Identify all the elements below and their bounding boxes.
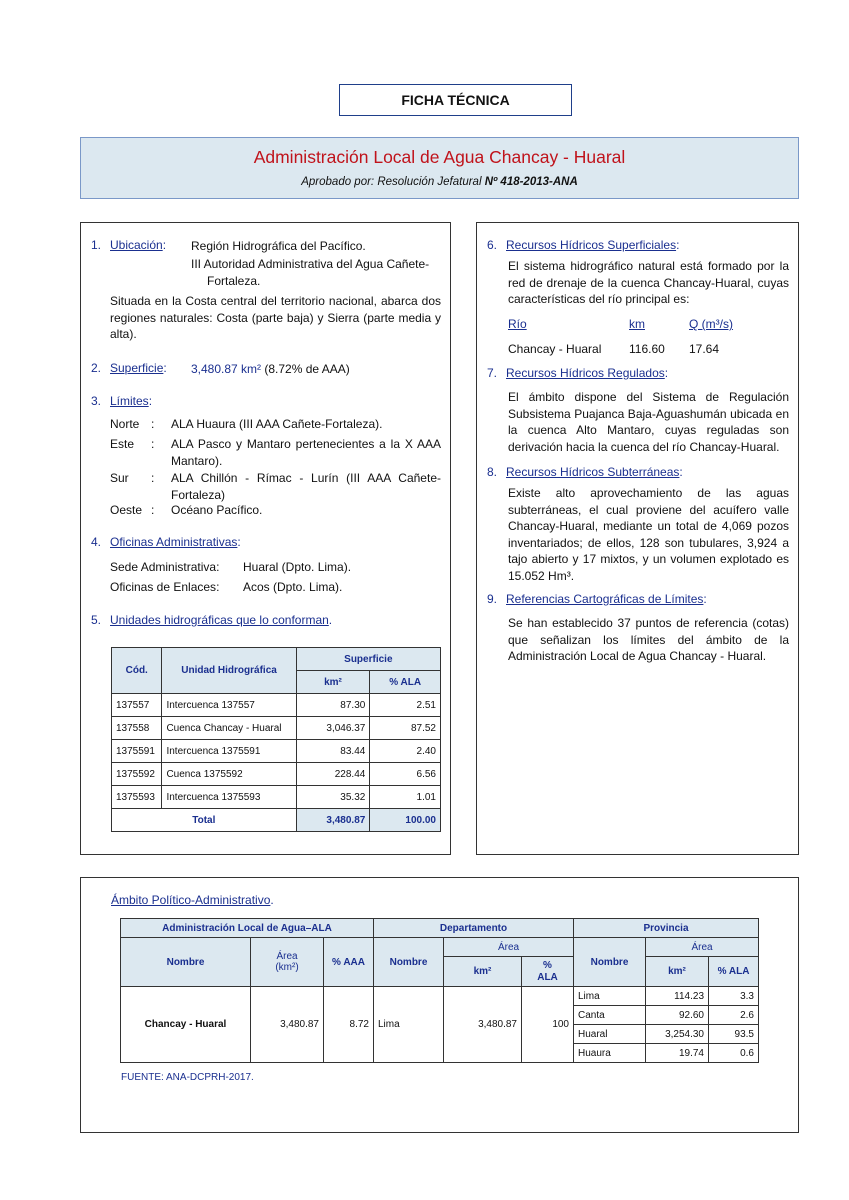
section-number: 5. <box>91 613 102 627</box>
superficie-km: 3,480.87 km² <box>191 362 262 376</box>
limite-oeste-dir: Oeste <box>110 503 143 517</box>
subterraneas-para: Existe alto aprovechamiento de las aguas subterráneas, el cual proviene del acuífero valle Chancay-Huaral, mediante un total de 4,069 pozos inventariados; de ellos, 128 son tubulares, 3,924 a tajo abierto y 17 mixtos, y un volumen explotado es 15.052 Hm³. <box>508 486 789 583</box>
th-prov-area: Área <box>646 938 759 957</box>
section-label: Referencias Cartográficas de Límites <box>506 592 704 606</box>
unidad-cell: Intercuenca 137557 <box>162 694 296 717</box>
prov-nombre: Huaura <box>574 1044 646 1063</box>
table-row <box>112 717 441 740</box>
th-km2: km² <box>296 671 370 694</box>
prov-pct: 0.6 <box>709 1044 759 1063</box>
section-colon: : <box>703 592 707 606</box>
km-cell: 87.30 <box>296 694 370 717</box>
dep-km-cell: 3,480.87 <box>444 987 522 1063</box>
table-row <box>112 786 441 809</box>
total-label: Total <box>112 809 297 832</box>
section-subterraneas-heading <box>487 465 683 479</box>
section-dot: . <box>328 613 333 627</box>
th-superficie: Superficie <box>296 648 440 671</box>
section-ubicacion-heading <box>91 238 166 252</box>
cod-cell: 1375592 <box>112 763 162 786</box>
th-departamento: Departamento <box>374 919 574 938</box>
limite-oeste-sep: : <box>151 503 155 517</box>
cod-cell: 137558 <box>112 717 162 740</box>
section-number: 6. <box>487 238 498 252</box>
th-pct-sign: % <box>543 959 552 971</box>
section-label: Recursos Hídricos Regulados <box>506 366 665 380</box>
km-cell: 35.32 <box>296 786 370 809</box>
th-unidad: Unidad Hidrográfica <box>162 648 296 694</box>
section-number: 4. <box>91 535 102 549</box>
cod-cell: 1375591 <box>112 740 162 763</box>
table-row <box>112 740 441 763</box>
limite-sur-sep: : <box>151 471 155 485</box>
dep-nombre-cell: Lima <box>374 987 444 1063</box>
th-pct-ala: % ALA <box>370 671 441 694</box>
ubicacion-line2: III Autoridad Administrativa del Agua Cañete- <box>191 257 430 271</box>
q-header: Q (m³/s) <box>689 317 733 331</box>
th-cod: Cód. <box>112 648 162 694</box>
section-regulados-heading <box>487 366 668 380</box>
section-label: Ubicación <box>110 238 163 252</box>
km-cell: 83.44 <box>296 740 370 763</box>
table-row <box>112 763 441 786</box>
limite-norte-val: ALA Huaura (III AAA Cañete-Fortaleza). <box>171 417 383 431</box>
referencias-para: Se han establecido 37 puntos de referencia (cotas) que señalizan los límites del ámbito de la Administración Local de Agua Chancay - Huaral. <box>508 616 789 663</box>
ambito-panel <box>80 877 799 1133</box>
th-provincia: Provincia <box>574 919 759 938</box>
ubicacion-para: Situada en la Costa central del territorio nacional, abarca dos regiones naturales: Costa (parte baja) y Sierra (parte media y alta). <box>110 294 441 341</box>
th-dep-km2: km² <box>444 957 522 987</box>
enlaces-label: Oficinas de Enlaces: <box>110 580 220 594</box>
section-limites-heading <box>91 394 152 408</box>
enlaces-label-text: Oficinas de Enlaces <box>110 580 217 594</box>
prov-km: 3,254.30 <box>646 1025 709 1044</box>
prov-nombre: Huaral <box>574 1025 646 1044</box>
th-area-text: Área <box>276 951 298 962</box>
rio-header: Río <box>508 317 527 331</box>
section-number: 8. <box>487 465 498 479</box>
rio-name: Chancay - Huaral <box>508 342 602 356</box>
prov-km: 114.23 <box>646 987 709 1006</box>
section-number: 1. <box>91 238 102 252</box>
regulados-para: El ámbito dispone del Sistema de Regulación Subsistema Puajanca Baja-Aguashumán ubicada en la cuenca Alto Mantaro, cuyas reguladas son derivación hacia la cuenca del río Chancay-Huaral. <box>508 390 789 454</box>
prov-nombre: Canta <box>574 1006 646 1025</box>
cod-cell: 1375593 <box>112 786 162 809</box>
section-superficie-heading <box>91 361 167 375</box>
sede-label: Sede Administrativa: <box>110 560 220 574</box>
limite-este-val: ALA Pasco y Mantaro pertenecientes a la X AAA Mantaro). <box>171 437 441 468</box>
th-dep-nombre: Nombre <box>374 938 444 987</box>
cod-cell: 137557 <box>112 694 162 717</box>
section-label: Recursos Hídricos Superficiales <box>506 238 677 252</box>
th-area-unit: (km²) <box>275 962 299 973</box>
section-label: Superficie <box>110 361 164 375</box>
superficiales-para: El sistema hidrográfico natural está formado por la red de drenaje de la cuenca Chancay-Huaral, cuyas características del río principal es: <box>508 259 789 306</box>
approval-line <box>81 176 798 188</box>
ubicacion-line3: Fortaleza. <box>207 274 261 288</box>
th-ala-short: ALA <box>537 971 558 983</box>
limite-este-dir: Este <box>110 437 135 451</box>
section-label: Recursos Hídricos Subterráneas <box>506 465 680 479</box>
unidad-cell: Intercuenca 1375593 <box>162 786 296 809</box>
prov-km: 92.60 <box>646 1006 709 1025</box>
pct-cell: 2.40 <box>370 740 441 763</box>
ambito-dot: . <box>270 893 274 907</box>
km-header: km <box>629 317 645 331</box>
prov-pct: 93.5 <box>709 1025 759 1044</box>
km-cell: 3,046.37 <box>296 717 370 740</box>
limite-oeste-val: Océano Pacífico. <box>171 503 263 517</box>
ala-pct-cell: 8.72 <box>324 987 374 1063</box>
approval-prefix: Aprobado por: Resolución Jefatural <box>301 176 485 188</box>
section-colon: : <box>664 366 669 380</box>
km-cell: 228.44 <box>296 763 370 786</box>
prov-pct: 2.6 <box>709 1006 759 1025</box>
limite-norte-dir: Norte <box>110 417 140 431</box>
table-row <box>112 694 441 717</box>
limite-este-sep: : <box>151 437 155 451</box>
total-km: 3,480.87 <box>296 809 370 832</box>
superficie-pct: (8.72% de AAA) <box>261 362 350 376</box>
pct-cell: 87.52 <box>370 717 441 740</box>
ala-title: Administración Local de Agua Chancay - Huaral <box>253 147 626 167</box>
section-colon: : <box>676 238 680 252</box>
prov-pct: 3.3 <box>709 987 759 1006</box>
rio-q: 17.64 <box>689 342 720 356</box>
limite-norte-sep: : <box>151 417 155 431</box>
unidad-cell: Intercuenca 1375591 <box>162 740 296 763</box>
dep-pct-cell: 100 <box>522 987 574 1063</box>
prov-km: 19.74 <box>646 1044 709 1063</box>
right-panel <box>476 222 799 855</box>
section-label: Límites <box>110 394 149 408</box>
enlaces-value: Acos (Dpto. Lima). <box>243 580 343 594</box>
unidad-cell: Cuenca Chancay - Huaral <box>162 717 296 740</box>
section-superficiales-heading <box>487 238 679 252</box>
pct-cell: 6.56 <box>370 763 441 786</box>
section-colon: : <box>163 361 167 375</box>
header-box <box>80 137 799 199</box>
ubicacion-line1: Región Hidrográfica del Pacífico. <box>191 239 366 253</box>
fuente-note: FUENTE: ANA-DCPRH-2017. <box>121 1072 254 1083</box>
section-colon: : <box>237 535 241 549</box>
left-panel <box>80 222 451 855</box>
unidad-cell: Cuenca 1375592 <box>162 763 296 786</box>
th-dep-pct <box>522 957 574 987</box>
total-pct: 100.00 <box>370 809 441 832</box>
section-colon: : <box>679 465 683 479</box>
th-ala-nombre: Nombre <box>121 938 251 987</box>
limite-sur-val: ALA Chillón - Rímac - Lurín (III AAA Cañete-Fortaleza) <box>171 471 441 502</box>
section-unidades-heading <box>91 613 332 627</box>
approval-value: Nº 418-2013-ANA <box>484 176 578 188</box>
rio-km: 116.60 <box>629 342 665 356</box>
prov-nombre: Lima <box>574 987 646 1006</box>
limite-sur-dir: Sur <box>110 471 129 485</box>
th-prov-pct: % ALA <box>709 957 759 987</box>
section-number: 2. <box>91 361 102 375</box>
section-number: 7. <box>487 366 498 380</box>
ala-area-cell: 3,480.87 <box>251 987 324 1063</box>
sede-value: Huaral (Dpto. Lima). <box>243 560 352 574</box>
ambito-table <box>120 918 759 1063</box>
section-colon: : <box>148 394 153 408</box>
pct-cell: 2.51 <box>370 694 441 717</box>
section-label: Unidades hidrográficas que lo conforman <box>110 613 329 627</box>
ficha-tecnica-title: FICHA TÉCNICA <box>339 84 572 116</box>
section-referencias-heading <box>487 592 707 606</box>
th-prov-km2: km² <box>646 957 709 987</box>
section-label: Oficinas Administrativas <box>110 535 238 549</box>
unidades-table <box>111 647 441 832</box>
section-colon: : <box>162 238 167 252</box>
ambito-heading <box>111 893 274 907</box>
th-pct-aaa: % AAA <box>324 938 374 987</box>
section-number: 9. <box>487 592 498 606</box>
sede-label-text: Sede Administrativa <box>110 560 217 574</box>
section-oficinas-heading <box>91 535 241 549</box>
section-number: 3. <box>91 394 102 408</box>
pct-cell: 1.01 <box>370 786 441 809</box>
th-dep-area: Área <box>444 938 574 957</box>
th-ala-area <box>251 938 324 987</box>
th-prov-nombre: Nombre <box>574 938 646 987</box>
ambito-title: Ámbito Político-Administrativo <box>111 893 271 907</box>
th-ala: Administración Local de Agua–ALA <box>121 919 374 938</box>
superficie-value <box>191 361 350 378</box>
ala-nombre-cell: Chancay - Huaral <box>121 987 251 1063</box>
